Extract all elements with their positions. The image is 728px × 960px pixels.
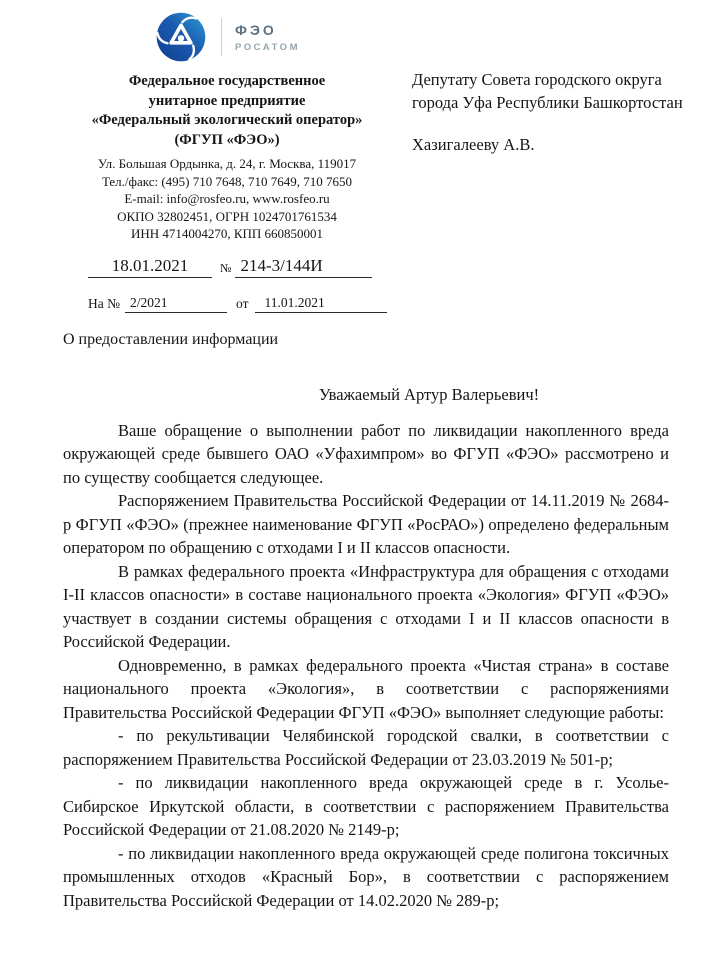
outgoing-number: 214-3/144И <box>235 256 372 278</box>
body-paragraph: В рамках федерального проекта «Инфраструктура для обращения с отходами I-II классов опасности» в составе национального проекта «Экология» ФГУП «ФЭО» участвует в создании системы обращения с отходами I и II классов опасности в Российской Федерации. <box>63 561 669 651</box>
body-paragraph: Одновременно, в рамках федерального проекта «Чистая страна» в составе национального проекта «Экология», в соответствии с распоряжениями Правительства Российской Федерации ФГУП «ФЭО» выполняет следующие работы: <box>63 655 669 722</box>
reference-date: 11.01.2021 <box>255 295 387 313</box>
org-inn-kpp: ИНН 4714004270, КПП 660850001 <box>130 226 324 241</box>
org-address: Ул. Большая Ордынка, д. 24, г. Москва, 119017 <box>97 156 357 171</box>
reference-number: 2/2021 <box>125 295 227 313</box>
rosatom-logo <box>58 8 396 66</box>
letterhead <box>58 8 396 313</box>
reference-from-label: от <box>236 295 249 311</box>
salutation: Уважаемый Артур Валерьевич! <box>318 384 540 404</box>
letter-body <box>63 419 669 913</box>
org-name-line: «Федеральный экологический оператор» <box>91 112 363 128</box>
recipient-line-1: Депутату Совета городского округа <box>412 70 662 89</box>
body-paragraph: Ваше обращение о выполнении работ по ликвидации накопленного вреда окружающей среде бывшего ОАО «Уфахимпром» во ФГУП «ФЭО» рассмотрено и по существу сообщается следующее. <box>63 420 669 487</box>
org-name-line: унитарное предприятие <box>148 92 306 109</box>
org-contact-block <box>58 155 396 243</box>
reference-row <box>58 295 396 313</box>
org-okpo-ogrn: ОКПО 32802451, ОГРН 1024701761534 <box>117 208 337 224</box>
body-list-item: - по ликвидации накопленного вреда окружающей среде в г. Усолье-Сибирское Иркутской области, в соответствии с распоряжением Правительства Российской Федерации от 21.08.2020 № 2149-р; <box>63 773 669 839</box>
recipient-name: Хазигалееву А.В. <box>412 135 535 154</box>
number-sign: № <box>220 260 232 275</box>
logo-rosatom-label: РОСАТОМ <box>235 41 300 53</box>
recipient-line-2: города Уфа Республики Башкортостан <box>412 93 683 112</box>
body-list-item: - по рекультивации Челябинской городской свалки, в соответствии с распоряжением Правительства Российской Федерации от 23.03.2019 № 501-р; <box>63 726 669 769</box>
body-paragraph: Распоряжением Правительства Российской Федерации от 14.11.2019 № 2684-р ФГУП «ФЭО» (прежнее наименование ФГУП «РосРАО») определено федеральным оператором по обращению с отходами I и II классов опасности. <box>63 491 669 557</box>
body-list-item: - по ликвидации накопленного вреда окружающей среде полигона токсичных промышленных отходов «Красный Бор», в соответствии с распоряжением Правительства Российской Федерации от 14.02.2020 № 289-р; <box>63 843 669 910</box>
org-name-block <box>58 72 396 150</box>
org-name-line: Федеральное государственное <box>128 73 326 89</box>
letter-subject: О предоставлении информации <box>63 330 279 348</box>
org-phone: Тел./факс: (495) 710 7648, 710 7649, 710 7650 <box>101 173 353 189</box>
outgoing-date: 18.01.2021 <box>88 256 212 278</box>
letter-header <box>0 0 728 313</box>
logo-text <box>235 22 300 53</box>
recipient-block <box>412 8 714 155</box>
logo-feo-label: ФЭО <box>235 21 277 38</box>
logo-divider <box>221 18 222 56</box>
outgoing-date-number-row <box>58 256 396 278</box>
reference-label: На № <box>88 295 120 311</box>
org-email: E-mail: info@rosfeo.ru, www.rosfeo.ru <box>124 191 330 206</box>
rosatom-atom-icon <box>154 10 208 64</box>
org-name-line: (ФГУП «ФЭО») <box>174 131 280 148</box>
recipient-title <box>412 68 714 114</box>
